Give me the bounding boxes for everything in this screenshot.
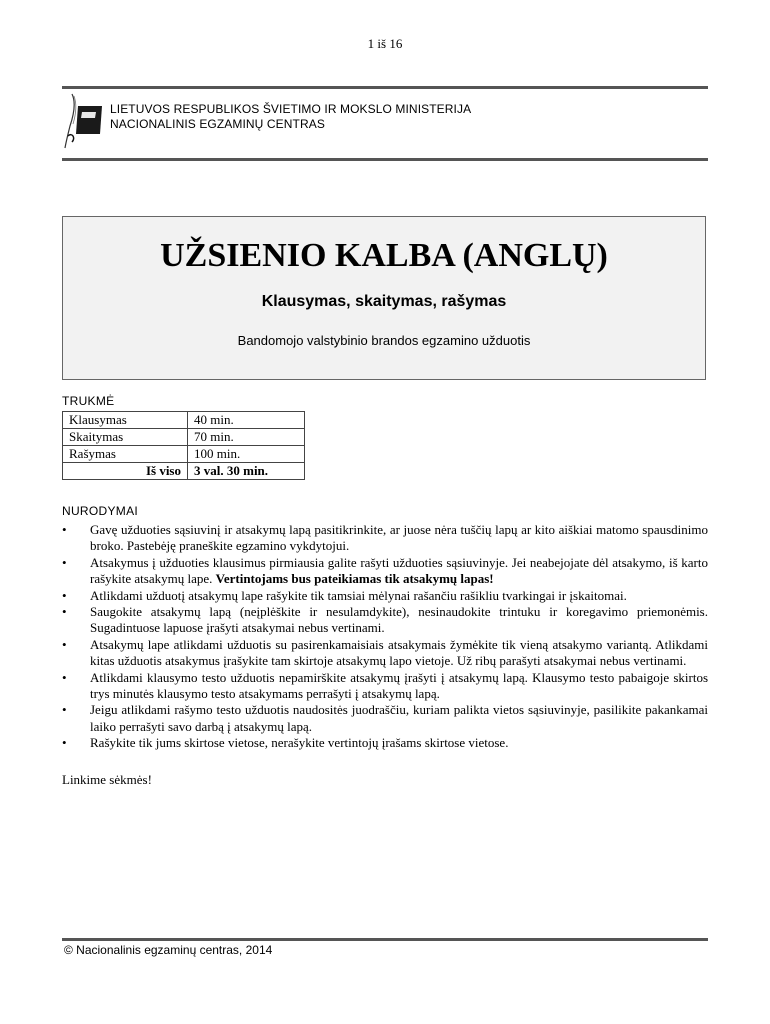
instructions-heading: NURODYMAI	[62, 504, 139, 518]
list-item	[62, 555, 708, 588]
table-row-total	[63, 463, 305, 480]
bullet-icon: •	[62, 522, 67, 537]
instruction-emphasis: Vertintojams bus pateikiamas tik atsakymų lapas!	[215, 571, 494, 587]
duration-table	[62, 411, 305, 480]
bullet-icon: •	[62, 702, 67, 718]
bullet-icon: •	[62, 735, 67, 751]
instruction-text: Atlikdami klausymo testo užduotis nepamirškite atsakymų įrašyti į atsakymų lapą. Klausymo testo pabaigoje skirtos trys minutės klausymo testo atsakymams perrašyti į atsakymų lapą.	[90, 669, 708, 702]
title-box	[62, 216, 706, 380]
organization-name	[110, 102, 471, 132]
exam-subtitle: Klausymas, skaitymas, rašymas	[261, 293, 507, 310]
list-item	[62, 670, 708, 703]
instruction-text: Rašykite tik jums skirtose vietose, nerašykite vertintojų įrašams skirtose vietose.	[90, 735, 509, 751]
bullet-icon: •	[62, 587, 67, 603]
list-item	[62, 735, 708, 751]
list-item	[62, 522, 708, 555]
instruction-text: Gavę užduoties sąsiuvinį ir atsakymų lapą pasitikrinkite, ar juose nėra tuščių lapų ar kito aiškiai matomo spausdinimo broko. Pastebėję praneškite egzamino vykdytojui.	[90, 522, 708, 554]
instruction-text: Jeigu atlikdami rašymo testo užduotis naudositės juodraščiu, kuriam palikta vietos sąsiuvinyje, pasilikite pakankamai laiko perrašyti savo darbą į atsakymų lapą.	[90, 702, 708, 734]
list-item	[62, 637, 708, 670]
list-item	[62, 604, 708, 637]
copyright-footer: © Nacionalinis egzaminų centras, 2014	[64, 943, 273, 957]
header-top-rule	[62, 86, 708, 89]
bullet-icon: •	[62, 604, 67, 620]
instruction-text: Atsakymus į užduoties klausimus pirmiausia galite rašyti užduoties sąsiuvinyje. Jei neabejojate dėl atsakymo, iš karto rašykite atsakymų lape.	[90, 554, 708, 587]
org-line-centre: NACIONALINIS EGZAMINŲ CENTRAS	[110, 117, 325, 131]
instruction-text: Atsakymų lape atlikdami užduotis su pasirenkamaisiais atsakymais žymėkite tik vieną atsakymo variantą. Atlikdami kitas užduotis atsakymus įrašykite tam skirtoje atsakymų lapo vietoje. Už ribų parašyti atsakymai nebus vertinami.	[90, 636, 708, 669]
page-number: 1 iš 16	[367, 36, 403, 51]
instruction-text: Saugokite atsakymų lapą (neįplėškite ir nesulamdykite), nesinaudokite trintuku ir koregavimo priemonėmis. Sugadintuose lapuose įrašyti atsakymai nebus vertinami.	[90, 604, 708, 636]
duration-part: Skaitymas	[63, 429, 188, 446]
table-row	[63, 412, 305, 429]
exam-description: Bandomojo valstybinio brandos egzamino užduotis	[237, 333, 531, 348]
duration-time: 70 min.	[188, 429, 305, 446]
duration-part: Rašymas	[63, 446, 188, 463]
exam-title: UŽSIENIO KALBA (ANGLŲ)	[160, 237, 608, 274]
bullet-icon: •	[62, 669, 67, 685]
duration-time: 40 min.	[188, 412, 305, 429]
duration-total-label: Iš viso	[63, 463, 188, 480]
bullet-icon: •	[62, 554, 67, 570]
bullet-icon: •	[62, 636, 67, 652]
table-row	[63, 429, 305, 446]
list-item	[62, 702, 708, 735]
duration-total-value: 3 val. 30 min.	[188, 463, 305, 480]
org-line-ministry: LIETUVOS RESPUBLIKOS ŠVIETIMO IR MOKSLO MINISTERIJA	[110, 102, 472, 116]
duration-time: 100 min.	[188, 446, 305, 463]
footer-rule	[62, 938, 708, 941]
closing-wish: Linkime sėkmės!	[62, 772, 152, 787]
list-item	[62, 588, 708, 604]
duration-heading: TRUKMĖ	[62, 394, 115, 408]
duration-part: Klausymas	[63, 412, 188, 429]
header-bottom-rule	[62, 158, 708, 161]
instruction-text: Atlikdami užduotį atsakymų lape rašykite tik tamsiai mėlynai rašančiu rašikliu tvarkingai ir įskaitomai.	[90, 587, 627, 603]
table-row	[63, 446, 305, 463]
instructions-list	[62, 522, 708, 752]
nec-logo-icon	[62, 92, 106, 150]
